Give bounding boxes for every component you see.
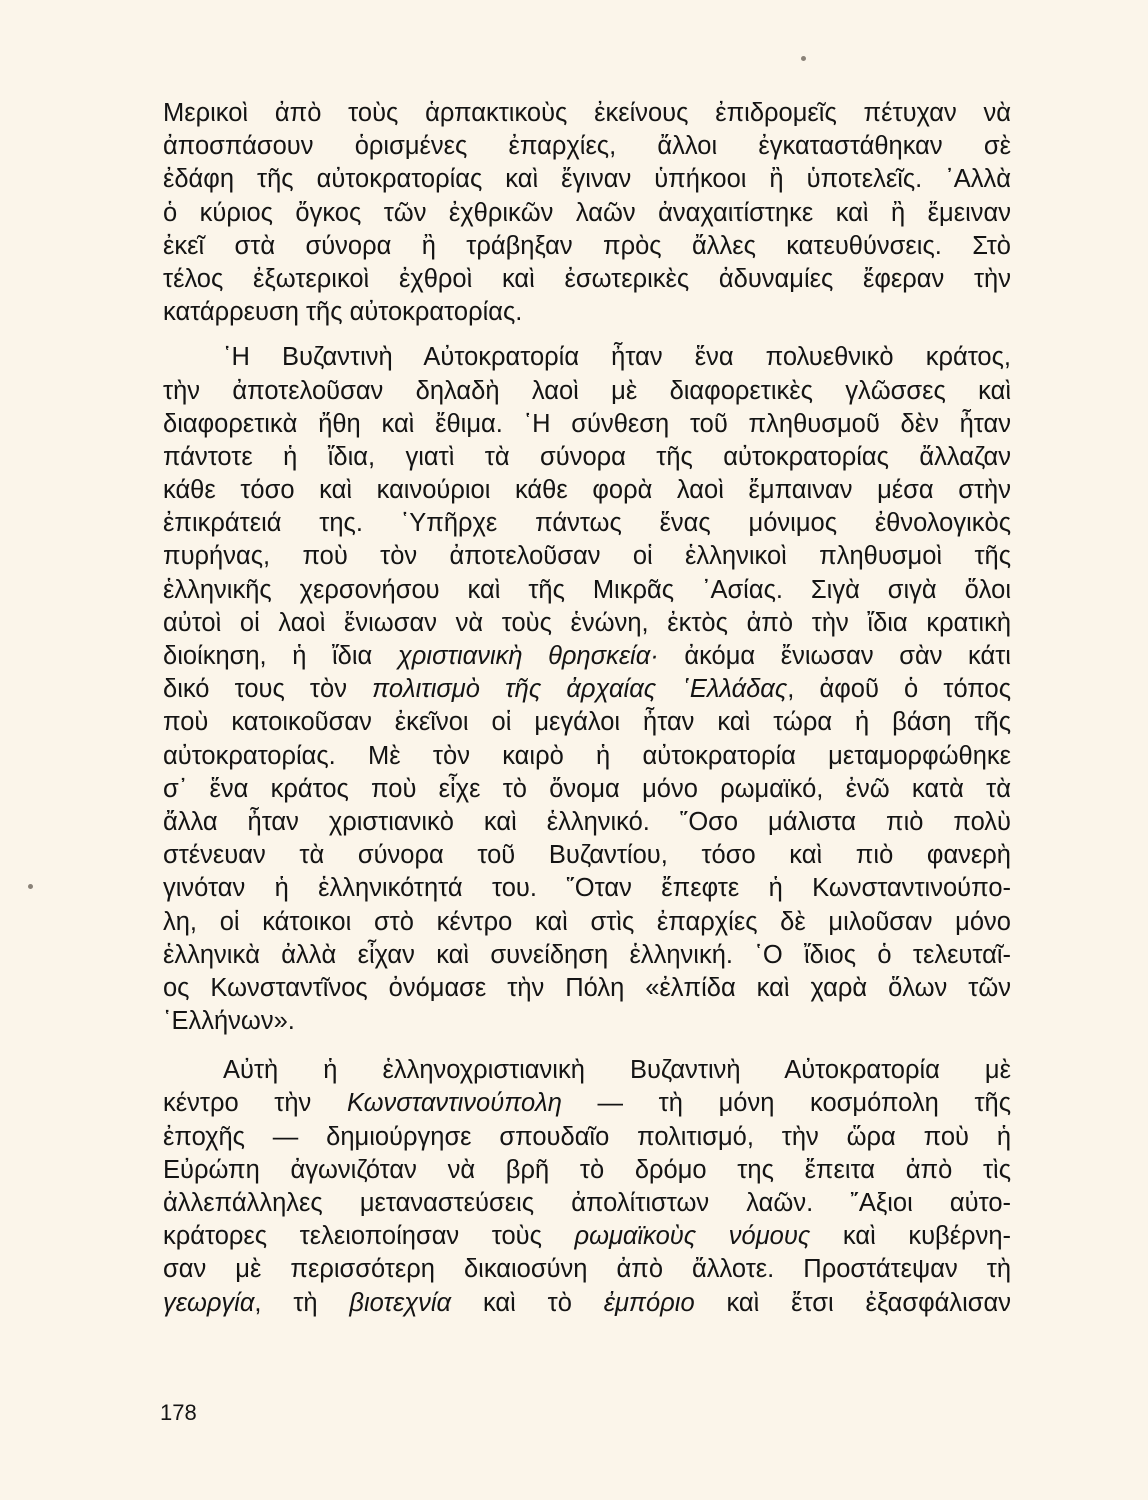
text-segment: τὴν ἀποτελοῦσαν δηλαδὴ λαοὶ μὲ διαφορετικὲς γλῶσσες καὶ <box>163 376 1011 405</box>
text-segment: , ἀφοῦ ὁ τόπος <box>787 675 1011 704</box>
text-segment: ἀποσπάσουν ὁρισμένες ἐπαρχίες, ἄλλοι ἐγκαταστάθηκαν σὲ <box>163 132 1011 161</box>
text-segment: — τὴ μόνη κοσμόπολη τῆς <box>561 1089 1011 1118</box>
margin-speck-top <box>801 56 806 61</box>
text-segment: Αὐτὴ ἡ ἑλληνοχριστιανικὴ Βυζαντινὴ Αὐτοκρατορία μὲ <box>223 1056 1011 1085</box>
text-segment: ἐκεῖ στὰ σύνορα ἢ τράβηξαν πρὸς ἄλλες κατευθύνσεις. Στὸ <box>163 231 1011 260</box>
italic-segment: Κωνσταντινούπολη <box>346 1089 562 1118</box>
italic-segment: χριστιανικὴ θρησκεία· <box>397 642 659 670</box>
italic-segment: γεωργία <box>163 1288 255 1317</box>
text-line <box>163 1220 1011 1253</box>
text-segment: ἀκόμα ἔνιωσαν σὰν κάτι <box>658 642 1011 670</box>
body-text <box>163 97 1011 1320</box>
text-line <box>163 1121 1011 1154</box>
text-line <box>163 740 1011 773</box>
italic-segment: βιοτεχνία <box>349 1288 452 1317</box>
italic-segment: ρωμαϊκοὺς νόμους <box>574 1222 811 1251</box>
text-segment: καὶ τὸ <box>451 1288 604 1317</box>
text-segment: λη, οἱ κάτοικοι στὸ κέντρο καὶ στὶς ἐπαρχίες δὲ μιλοῦσαν μόνο <box>163 907 1011 936</box>
text-segment: αὐτοκρατορίας. Μὲ τὸν καιρὸ ἡ αὐτοκρατορία μεταμορφώθηκε <box>163 741 1011 770</box>
text-line <box>163 972 1011 1005</box>
text-line <box>163 507 1011 540</box>
text-line <box>163 640 1011 673</box>
paragraph <box>163 341 1011 1038</box>
text-segment: στένευαν τὰ σύνορα τοῦ Βυζαντίου, τόσο καὶ πιὸ φανερὴ <box>163 841 1011 870</box>
text-segment: ἄλλα ἦταν χριστιανικὸ καὶ ἑλληνικό. ῞Οσο μάλιστα πιὸ πολὺ <box>163 807 1011 836</box>
text-line <box>163 230 1011 263</box>
text-line <box>163 375 1011 408</box>
page-number: 178 <box>160 1400 197 1425</box>
text-line <box>163 197 1011 230</box>
text-segment: κατάρρευση τῆς αὐτοκρατορίας. <box>163 298 523 327</box>
text-segment: κάθε τόσο καὶ καινούριοι κάθε φορὰ λαοὶ ἔμπαιναν μέσα στὴν <box>163 476 1011 505</box>
text-segment: Εὐρώπη ἀγωνιζόταν νὰ βρῆ τὸ δρόμο της ἔπειτα ἀπὸ τὶς <box>163 1155 1011 1184</box>
text-segment: καὶ κυβέρνη- <box>810 1222 1011 1251</box>
text-segment: διοίκηση, ἡ ἴδια <box>163 642 398 670</box>
text-segment: γινόταν ἡ ἑλληνικότητά του. ῞Οταν ἔπεφτε ἡ Κωνσταντινούπο- <box>163 874 1011 903</box>
text-segment: ποὺ κατοικοῦσαν ἐκεῖνοι οἱ μεγάλοι ἦταν καὶ τώρα ἡ βάση τῆς <box>163 708 1011 737</box>
text-line <box>163 441 1011 474</box>
text-segment: αὐτοὶ οἱ λαοὶ ἔνιωσαν νὰ τοὺς ἑνώνη, ἐκτὸς ἀπὸ τὴν ἴδια κρατικὴ <box>163 608 1011 637</box>
text-line <box>163 1253 1011 1286</box>
text-segment: ῾Η Βυζαντινὴ Αὐτοκρατορία ἦταν ἕνα πολυεθνικὸ κράτος, <box>223 343 1011 372</box>
text-segment: ἀλλεπάλληλες μεταναστεύσεις ἀπολίτιστων λαῶν. ῎Αξιοι αὐτο- <box>163 1189 1011 1217</box>
text-segment: σ᾿ ἕνα κράτος ποὺ εἶχε τὸ ὄνομα μόνο ρωμαϊκό, ἐνῶ κατὰ τὰ <box>163 774 1011 803</box>
text-line <box>163 906 1011 939</box>
italic-segment: ἐμπόριο <box>603 1288 695 1317</box>
text-line <box>163 1005 1011 1038</box>
text-line <box>163 706 1011 739</box>
text-line <box>163 773 1011 806</box>
text-segment: διαφορετικὰ ἤθη καὶ ἔθιμα. ῾Η σύνθεση τοῦ πληθυσμοῦ δὲν ἦταν <box>163 409 1011 438</box>
text-segment: πάντοτε ἡ ἴδια, γιατὶ τὰ σύνορα τῆς αὐτοκρατορίας ἄλλαζαν <box>163 442 1011 471</box>
text-line <box>163 1287 1011 1320</box>
text-line <box>163 574 1011 607</box>
paragraph <box>163 1054 1011 1320</box>
text-line <box>163 540 1011 573</box>
text-segment: ἐποχῆς — δημιούργησε σπουδαῖο πολιτισμό, τὴν ὥρα ποὺ ἡ <box>163 1122 1011 1151</box>
text-line <box>163 1187 1011 1220</box>
text-line <box>163 607 1011 640</box>
text-line <box>163 163 1011 196</box>
text-line <box>163 939 1011 972</box>
text-line <box>163 97 1011 130</box>
text-segment: ος Κωνσταντῖνος ὀνόμασε τὴν Πόλη «ἐλπίδα καὶ χαρὰ ὅλων τῶν <box>163 973 1011 1002</box>
text-segment: ἐδάφη τῆς αὐτοκρατορίας καὶ ἔγιναν ὑπήκοοι ἢ ὑποτελεῖς. ᾿Αλλὰ <box>163 165 1011 194</box>
text-line <box>163 1054 1011 1087</box>
text-segment: πυρήνας, ποὺ τὸν ἀποτελοῦσαν οἱ ἑλληνικοὶ πληθυσμοὶ τῆς <box>163 542 1011 571</box>
text-segment: κέντρο τὴν <box>163 1089 347 1118</box>
text-segment: ὁ κύριος ὄγκος τῶν ἐχθρικῶν λαῶν ἀναχαιτίστηκε καὶ ἢ ἔμειναν <box>163 198 1011 227</box>
text-segment: , τὴ <box>254 1288 350 1317</box>
text-segment: σαν μὲ περισσότερη δικαιοσύνη ἀπὸ ἄλλοτε. Προστάτεψαν τὴ <box>163 1255 1011 1284</box>
text-segment: τέλος ἐξωτερικοὶ ἐχθροὶ καὶ ἐσωτερικὲς ἀδυναμίες ἔφεραν τὴν <box>163 264 1011 293</box>
text-line <box>163 1154 1011 1187</box>
text-line <box>163 474 1011 507</box>
text-segment: ἐπικράτειά της. ῾Υπῆρχε πάντως ἕνας μόνιμος ἐθνολογικὸς <box>163 509 1011 538</box>
italic-segment: πολιτισμὸ τῆς ἀρχαίας ῾Ελλάδας <box>372 675 788 704</box>
text-segment: καὶ ἔτσι ἐξασφάλισαν <box>694 1288 1011 1317</box>
text-line <box>163 408 1011 441</box>
text-segment: κράτορες τελειοποίησαν τοὺς <box>163 1222 575 1251</box>
text-segment: δικό τους τὸν <box>163 675 373 704</box>
text-segment: ῾Ελλήνων». <box>163 1007 295 1036</box>
text-segment: Μερικοὶ ἀπὸ τοὺς ἁρπακτικοὺς ἐκείνους ἐπιδρομεῖς πέτυχαν νὰ <box>163 99 1011 127</box>
text-line <box>163 1087 1011 1120</box>
text-segment: ἑλληνικῆς χερσονήσου καὶ τῆς Μικρᾶς ᾿Ασίας. Σιγὰ σιγὰ ὅλοι <box>163 575 1011 604</box>
text-line <box>163 130 1011 163</box>
text-line <box>163 341 1011 374</box>
text-line <box>163 263 1011 296</box>
text-line <box>163 839 1011 872</box>
text-line <box>163 806 1011 839</box>
text-line <box>163 872 1011 905</box>
margin-speck-left <box>28 884 33 889</box>
text-segment: ἑλληνικὰ ἀλλὰ εἶχαν καὶ συνείδηση ἑλληνική. ῾Ο ἴδιος ὁ τελευταῖ- <box>163 940 1011 969</box>
text-line <box>163 296 1011 329</box>
paragraph <box>163 97 1011 329</box>
text-line <box>163 673 1011 706</box>
